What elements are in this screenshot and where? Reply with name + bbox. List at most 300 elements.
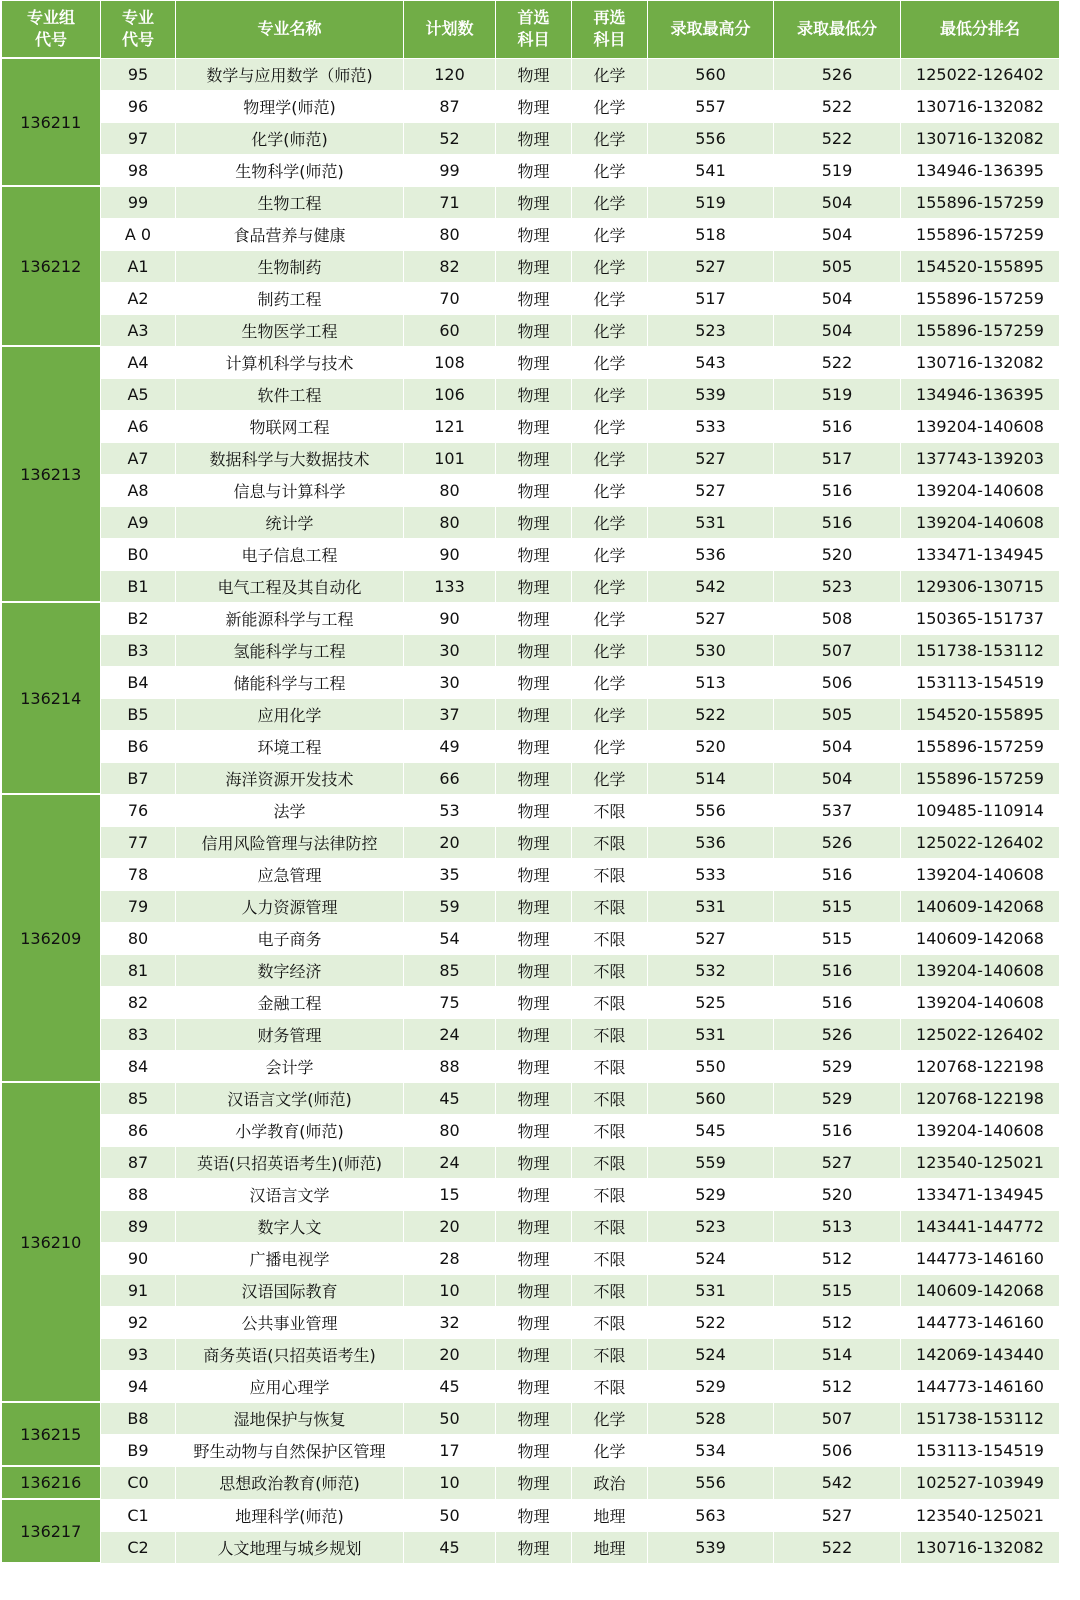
plan-count-cell: 45 <box>404 1370 496 1402</box>
min-score-cell: 512 <box>774 1242 901 1274</box>
min-rank-cell: 144773-146160 <box>901 1370 1060 1402</box>
min-score-cell: 506 <box>774 1434 901 1466</box>
major-code-cell: B1 <box>101 570 176 602</box>
min-rank-cell: 139204-140608 <box>901 986 1060 1018</box>
table-row <box>2 890 1060 922</box>
max-score-cell: 517 <box>648 282 774 314</box>
second-subject-cell: 化学 <box>572 570 648 602</box>
min-rank-cell: 102527-103949 <box>901 1466 1060 1499</box>
plan-count-cell: 15 <box>404 1178 496 1210</box>
major-name-cell: 新能源科学与工程 <box>176 602 404 634</box>
major-name-cell: 物理学(师范) <box>176 90 404 122</box>
first-subject-cell: 物理 <box>496 58 572 90</box>
major-name-cell: 数字经济 <box>176 954 404 986</box>
min-score-cell: 516 <box>774 474 901 506</box>
table-row <box>2 218 1060 250</box>
min-score-cell: 507 <box>774 1402 901 1434</box>
max-score-cell: 556 <box>648 794 774 826</box>
major-code-cell: 81 <box>101 954 176 986</box>
max-score-cell: 536 <box>648 826 774 858</box>
min-rank-cell: 129306-130715 <box>901 570 1060 602</box>
min-rank-cell: 155896-157259 <box>901 186 1060 218</box>
second-subject-cell: 不限 <box>572 1050 648 1082</box>
table-row <box>2 602 1060 634</box>
major-code-cell: B5 <box>101 698 176 730</box>
first-subject-cell: 物理 <box>496 602 572 634</box>
header-first-subject: 首选 科目 <box>496 1 572 59</box>
plan-count-cell: 24 <box>404 1146 496 1178</box>
first-subject-cell: 物理 <box>496 314 572 346</box>
major-code-cell: B6 <box>101 730 176 762</box>
plan-count-cell: 10 <box>404 1466 496 1499</box>
max-score-cell: 523 <box>648 314 774 346</box>
min-score-cell: 523 <box>774 570 901 602</box>
table-row <box>2 1338 1060 1370</box>
second-subject-cell: 不限 <box>572 1114 648 1146</box>
major-name-cell: 思想政治教育(师范) <box>176 1466 404 1499</box>
major-code-cell: 84 <box>101 1050 176 1082</box>
first-subject-cell: 物理 <box>496 506 572 538</box>
table-row <box>2 1274 1060 1306</box>
first-subject-cell: 物理 <box>496 474 572 506</box>
second-subject-cell: 不限 <box>572 1338 648 1370</box>
min-rank-cell: 154520-155895 <box>901 250 1060 282</box>
max-score-cell: 533 <box>648 858 774 890</box>
major-code-cell: 79 <box>101 890 176 922</box>
major-code-cell: B3 <box>101 634 176 666</box>
major-code-cell: A6 <box>101 410 176 442</box>
header-max-score: 录取最高分 <box>648 1 774 59</box>
second-subject-cell: 不限 <box>572 1306 648 1338</box>
min-score-cell: 519 <box>774 378 901 410</box>
min-rank-cell: 139204-140608 <box>901 858 1060 890</box>
table-row <box>2 282 1060 314</box>
first-subject-cell: 物理 <box>496 1210 572 1242</box>
second-subject-cell: 不限 <box>572 954 648 986</box>
major-name-cell: 电气工程及其自动化 <box>176 570 404 602</box>
first-subject-cell: 物理 <box>496 890 572 922</box>
max-score-cell: 533 <box>648 410 774 442</box>
plan-count-cell: 82 <box>404 250 496 282</box>
header-major-name: 专业名称 <box>176 1 404 59</box>
min-rank-cell: 109485-110914 <box>901 794 1060 826</box>
table-row <box>2 1306 1060 1338</box>
major-name-cell: 地理科学(师范) <box>176 1499 404 1531</box>
second-subject-cell: 化学 <box>572 474 648 506</box>
major-code-cell: B7 <box>101 762 176 794</box>
table-row <box>2 154 1060 186</box>
min-score-cell: 526 <box>774 826 901 858</box>
major-code-cell: 94 <box>101 1370 176 1402</box>
first-subject-cell: 物理 <box>496 858 572 890</box>
first-subject-cell: 物理 <box>496 186 572 218</box>
plan-count-cell: 80 <box>404 506 496 538</box>
major-code-cell: 90 <box>101 1242 176 1274</box>
min-rank-cell: 153113-154519 <box>901 1434 1060 1466</box>
group-code-cell: 136210 <box>2 1082 101 1402</box>
table-row <box>2 1018 1060 1050</box>
major-code-cell: B9 <box>101 1434 176 1466</box>
min-score-cell: 515 <box>774 1274 901 1306</box>
table-body <box>2 58 1060 1563</box>
major-name-cell: 储能科学与工程 <box>176 666 404 698</box>
table-row <box>2 1050 1060 1082</box>
min-score-cell: 515 <box>774 922 901 954</box>
plan-count-cell: 90 <box>404 602 496 634</box>
min-rank-cell: 140609-142068 <box>901 1274 1060 1306</box>
first-subject-cell: 物理 <box>496 378 572 410</box>
major-name-cell: 生物医学工程 <box>176 314 404 346</box>
plan-count-cell: 59 <box>404 890 496 922</box>
min-score-cell: 522 <box>774 122 901 154</box>
major-name-cell: 电子商务 <box>176 922 404 954</box>
second-subject-cell: 化学 <box>572 346 648 378</box>
max-score-cell: 527 <box>648 250 774 282</box>
min-rank-cell: 153113-154519 <box>901 666 1060 698</box>
second-subject-cell: 化学 <box>572 506 648 538</box>
second-subject-cell: 化学 <box>572 698 648 730</box>
first-subject-cell: 物理 <box>496 1370 572 1402</box>
major-name-cell: 数字人文 <box>176 1210 404 1242</box>
table-row <box>2 1531 1060 1563</box>
min-rank-cell: 125022-126402 <box>901 1018 1060 1050</box>
second-subject-cell: 化学 <box>572 666 648 698</box>
first-subject-cell: 物理 <box>496 282 572 314</box>
major-name-cell: 人力资源管理 <box>176 890 404 922</box>
group-code-cell: 136214 <box>2 602 101 794</box>
min-score-cell: 508 <box>774 602 901 634</box>
table-row <box>2 538 1060 570</box>
major-code-cell: 88 <box>101 1178 176 1210</box>
first-subject-cell: 物理 <box>496 1466 572 1499</box>
major-code-cell: 97 <box>101 122 176 154</box>
major-name-cell: 汉语国际教育 <box>176 1274 404 1306</box>
min-rank-cell: 155896-157259 <box>901 314 1060 346</box>
max-score-cell: 529 <box>648 1370 774 1402</box>
plan-count-cell: 120 <box>404 58 496 90</box>
table-row <box>2 986 1060 1018</box>
table-row <box>2 90 1060 122</box>
major-code-cell: 85 <box>101 1082 176 1114</box>
max-score-cell: 531 <box>648 506 774 538</box>
second-subject-cell: 不限 <box>572 794 648 826</box>
min-rank-cell: 130716-132082 <box>901 346 1060 378</box>
plan-count-cell: 37 <box>404 698 496 730</box>
min-rank-cell: 120768-122198 <box>901 1050 1060 1082</box>
first-subject-cell: 物理 <box>496 1434 572 1466</box>
major-code-cell: B0 <box>101 538 176 570</box>
max-score-cell: 522 <box>648 698 774 730</box>
second-subject-cell: 不限 <box>572 1242 648 1274</box>
plan-count-cell: 50 <box>404 1499 496 1531</box>
max-score-cell: 525 <box>648 986 774 1018</box>
table-row <box>2 1178 1060 1210</box>
first-subject-cell: 物理 <box>496 1114 572 1146</box>
plan-count-cell: 101 <box>404 442 496 474</box>
second-subject-cell: 化学 <box>572 314 648 346</box>
header-min-rank: 最低分排名 <box>901 1 1060 59</box>
group-code-cell: 136216 <box>2 1466 101 1499</box>
max-score-cell: 527 <box>648 922 774 954</box>
major-name-cell: 人文地理与城乡规划 <box>176 1531 404 1563</box>
first-subject-cell: 物理 <box>496 250 572 282</box>
table-row <box>2 58 1060 90</box>
second-subject-cell: 化学 <box>572 186 648 218</box>
min-score-cell: 514 <box>774 1338 901 1370</box>
min-rank-cell: 144773-146160 <box>901 1242 1060 1274</box>
table-row <box>2 762 1060 794</box>
min-score-cell: 505 <box>774 698 901 730</box>
second-subject-cell: 不限 <box>572 922 648 954</box>
major-code-cell: 92 <box>101 1306 176 1338</box>
first-subject-cell: 物理 <box>496 218 572 250</box>
max-score-cell: 539 <box>648 378 774 410</box>
min-score-cell: 526 <box>774 1018 901 1050</box>
second-subject-cell: 不限 <box>572 1370 648 1402</box>
max-score-cell: 513 <box>648 666 774 698</box>
min-score-cell: 516 <box>774 954 901 986</box>
min-rank-cell: 154520-155895 <box>901 698 1060 730</box>
table-row <box>2 634 1060 666</box>
table-row <box>2 474 1060 506</box>
major-code-cell: 93 <box>101 1338 176 1370</box>
second-subject-cell: 化学 <box>572 154 648 186</box>
max-score-cell: 519 <box>648 186 774 218</box>
plan-count-cell: 20 <box>404 1210 496 1242</box>
max-score-cell: 530 <box>648 634 774 666</box>
min-score-cell: 529 <box>774 1082 901 1114</box>
min-rank-cell: 139204-140608 <box>901 410 1060 442</box>
plan-count-cell: 87 <box>404 90 496 122</box>
min-rank-cell: 151738-153112 <box>901 634 1060 666</box>
min-rank-cell: 144773-146160 <box>901 1306 1060 1338</box>
min-rank-cell: 155896-157259 <box>901 218 1060 250</box>
major-name-cell: 物联网工程 <box>176 410 404 442</box>
plan-count-cell: 17 <box>404 1434 496 1466</box>
group-code-cell: 136209 <box>2 794 101 1082</box>
max-score-cell: 523 <box>648 1210 774 1242</box>
major-name-cell: 电子信息工程 <box>176 538 404 570</box>
major-name-cell: 英语(只招英语考生)(师范) <box>176 1146 404 1178</box>
second-subject-cell: 化学 <box>572 1434 648 1466</box>
first-subject-cell: 物理 <box>496 570 572 602</box>
table-row <box>2 314 1060 346</box>
table-row <box>2 1210 1060 1242</box>
max-score-cell: 543 <box>648 346 774 378</box>
first-subject-cell: 物理 <box>496 442 572 474</box>
plan-count-cell: 75 <box>404 986 496 1018</box>
plan-count-cell: 80 <box>404 218 496 250</box>
major-code-cell: 96 <box>101 90 176 122</box>
major-code-cell: A8 <box>101 474 176 506</box>
plan-count-cell: 90 <box>404 538 496 570</box>
min-score-cell: 529 <box>774 1050 901 1082</box>
major-name-cell: 小学教育(师范) <box>176 1114 404 1146</box>
min-rank-cell: 123540-125021 <box>901 1146 1060 1178</box>
min-score-cell: 516 <box>774 506 901 538</box>
plan-count-cell: 99 <box>404 154 496 186</box>
header-second-subject: 再选 科目 <box>572 1 648 59</box>
major-code-cell: B2 <box>101 602 176 634</box>
major-name-cell: 汉语言文学(师范) <box>176 1082 404 1114</box>
plan-count-cell: 85 <box>404 954 496 986</box>
major-name-cell: 化学(师范) <box>176 122 404 154</box>
major-code-cell: C0 <box>101 1466 176 1499</box>
second-subject-cell: 不限 <box>572 1178 648 1210</box>
first-subject-cell: 物理 <box>496 794 572 826</box>
plan-count-cell: 60 <box>404 314 496 346</box>
major-name-cell: 信息与计算科学 <box>176 474 404 506</box>
major-name-cell: 野生动物与自然保护区管理 <box>176 1434 404 1466</box>
min-rank-cell: 155896-157259 <box>901 730 1060 762</box>
plan-count-cell: 108 <box>404 346 496 378</box>
max-score-cell: 524 <box>648 1242 774 1274</box>
first-subject-cell: 物理 <box>496 410 572 442</box>
min-rank-cell: 133471-134945 <box>901 538 1060 570</box>
major-code-cell: A3 <box>101 314 176 346</box>
admission-scores-table <box>1 0 1060 1564</box>
min-rank-cell: 143441-144772 <box>901 1210 1060 1242</box>
major-name-cell: 广播电视学 <box>176 1242 404 1274</box>
first-subject-cell: 物理 <box>496 1306 572 1338</box>
second-subject-cell: 不限 <box>572 826 648 858</box>
min-rank-cell: 139204-140608 <box>901 474 1060 506</box>
min-score-cell: 522 <box>774 1531 901 1563</box>
table-row <box>2 1370 1060 1402</box>
major-code-cell: 86 <box>101 1114 176 1146</box>
max-score-cell: 532 <box>648 954 774 986</box>
table-row <box>2 698 1060 730</box>
second-subject-cell: 化学 <box>572 1402 648 1434</box>
max-score-cell: 518 <box>648 218 774 250</box>
plan-count-cell: 80 <box>404 474 496 506</box>
second-subject-cell: 不限 <box>572 1274 648 1306</box>
first-subject-cell: 物理 <box>496 122 572 154</box>
first-subject-cell: 物理 <box>496 538 572 570</box>
max-score-cell: 556 <box>648 122 774 154</box>
group-code-cell: 136215 <box>2 1402 101 1466</box>
major-code-cell: A9 <box>101 506 176 538</box>
group-code-cell: 136213 <box>2 346 101 602</box>
second-subject-cell: 不限 <box>572 1210 648 1242</box>
first-subject-cell: 物理 <box>496 1338 572 1370</box>
min-score-cell: 504 <box>774 762 901 794</box>
major-name-cell: 氢能科学与工程 <box>176 634 404 666</box>
major-name-cell: 数据科学与大数据技术 <box>176 442 404 474</box>
major-code-cell: A2 <box>101 282 176 314</box>
second-subject-cell: 地理 <box>572 1531 648 1563</box>
first-subject-cell: 物理 <box>496 954 572 986</box>
major-name-cell: 金融工程 <box>176 986 404 1018</box>
min-score-cell: 516 <box>774 986 901 1018</box>
plan-count-cell: 28 <box>404 1242 496 1274</box>
plan-count-cell: 80 <box>404 1114 496 1146</box>
second-subject-cell: 化学 <box>572 378 648 410</box>
max-score-cell: 531 <box>648 890 774 922</box>
min-score-cell: 522 <box>774 90 901 122</box>
major-code-cell: 77 <box>101 826 176 858</box>
min-score-cell: 537 <box>774 794 901 826</box>
major-code-cell: A4 <box>101 346 176 378</box>
min-rank-cell: 125022-126402 <box>901 58 1060 90</box>
first-subject-cell: 物理 <box>496 730 572 762</box>
major-name-cell: 法学 <box>176 794 404 826</box>
max-score-cell: 539 <box>648 1531 774 1563</box>
min-score-cell: 517 <box>774 442 901 474</box>
max-score-cell: 522 <box>648 1306 774 1338</box>
min-rank-cell: 137743-139203 <box>901 442 1060 474</box>
major-name-cell: 生物工程 <box>176 186 404 218</box>
max-score-cell: 559 <box>648 1146 774 1178</box>
second-subject-cell: 不限 <box>572 858 648 890</box>
second-subject-cell: 不限 <box>572 1082 648 1114</box>
first-subject-cell: 物理 <box>496 1499 572 1531</box>
second-subject-cell: 不限 <box>572 890 648 922</box>
table-row <box>2 250 1060 282</box>
major-code-cell: 83 <box>101 1018 176 1050</box>
table-row <box>2 442 1060 474</box>
max-score-cell: 531 <box>648 1018 774 1050</box>
min-rank-cell: 120768-122198 <box>901 1082 1060 1114</box>
second-subject-cell: 化学 <box>572 282 648 314</box>
major-name-cell: 生物制药 <box>176 250 404 282</box>
second-subject-cell: 化学 <box>572 730 648 762</box>
major-code-cell: A7 <box>101 442 176 474</box>
major-code-cell: A1 <box>101 250 176 282</box>
first-subject-cell: 物理 <box>496 1402 572 1434</box>
min-score-cell: 505 <box>774 250 901 282</box>
first-subject-cell: 物理 <box>496 826 572 858</box>
major-code-cell: B4 <box>101 666 176 698</box>
table-row <box>2 378 1060 410</box>
table-row <box>2 1242 1060 1274</box>
first-subject-cell: 物理 <box>496 1274 572 1306</box>
table-row <box>2 1466 1060 1499</box>
plan-count-cell: 24 <box>404 1018 496 1050</box>
table-row <box>2 410 1060 442</box>
plan-count-cell: 133 <box>404 570 496 602</box>
major-name-cell: 生物科学(师范) <box>176 154 404 186</box>
major-name-cell: 应用化学 <box>176 698 404 730</box>
major-code-cell: 82 <box>101 986 176 1018</box>
major-code-cell: A 0 <box>101 218 176 250</box>
major-name-cell: 信用风险管理与法律防控 <box>176 826 404 858</box>
first-subject-cell: 物理 <box>496 634 572 666</box>
min-score-cell: 506 <box>774 666 901 698</box>
header-group-code: 专业组 代号 <box>2 1 101 59</box>
min-rank-cell: 134946-136395 <box>901 154 1060 186</box>
major-name-cell: 公共事业管理 <box>176 1306 404 1338</box>
plan-count-cell: 70 <box>404 282 496 314</box>
plan-count-cell: 20 <box>404 1338 496 1370</box>
min-rank-cell: 139204-140608 <box>901 506 1060 538</box>
table-row <box>2 506 1060 538</box>
table-row <box>2 186 1060 218</box>
table-row <box>2 922 1060 954</box>
max-score-cell: 531 <box>648 1274 774 1306</box>
major-code-cell: 87 <box>101 1146 176 1178</box>
second-subject-cell: 化学 <box>572 122 648 154</box>
min-score-cell: 520 <box>774 538 901 570</box>
table-row <box>2 1146 1060 1178</box>
table-row <box>2 570 1060 602</box>
min-score-cell: 507 <box>774 634 901 666</box>
first-subject-cell: 物理 <box>496 1178 572 1210</box>
plan-count-cell: 50 <box>404 1402 496 1434</box>
max-score-cell: 527 <box>648 474 774 506</box>
second-subject-cell: 化学 <box>572 90 648 122</box>
min-score-cell: 504 <box>774 282 901 314</box>
